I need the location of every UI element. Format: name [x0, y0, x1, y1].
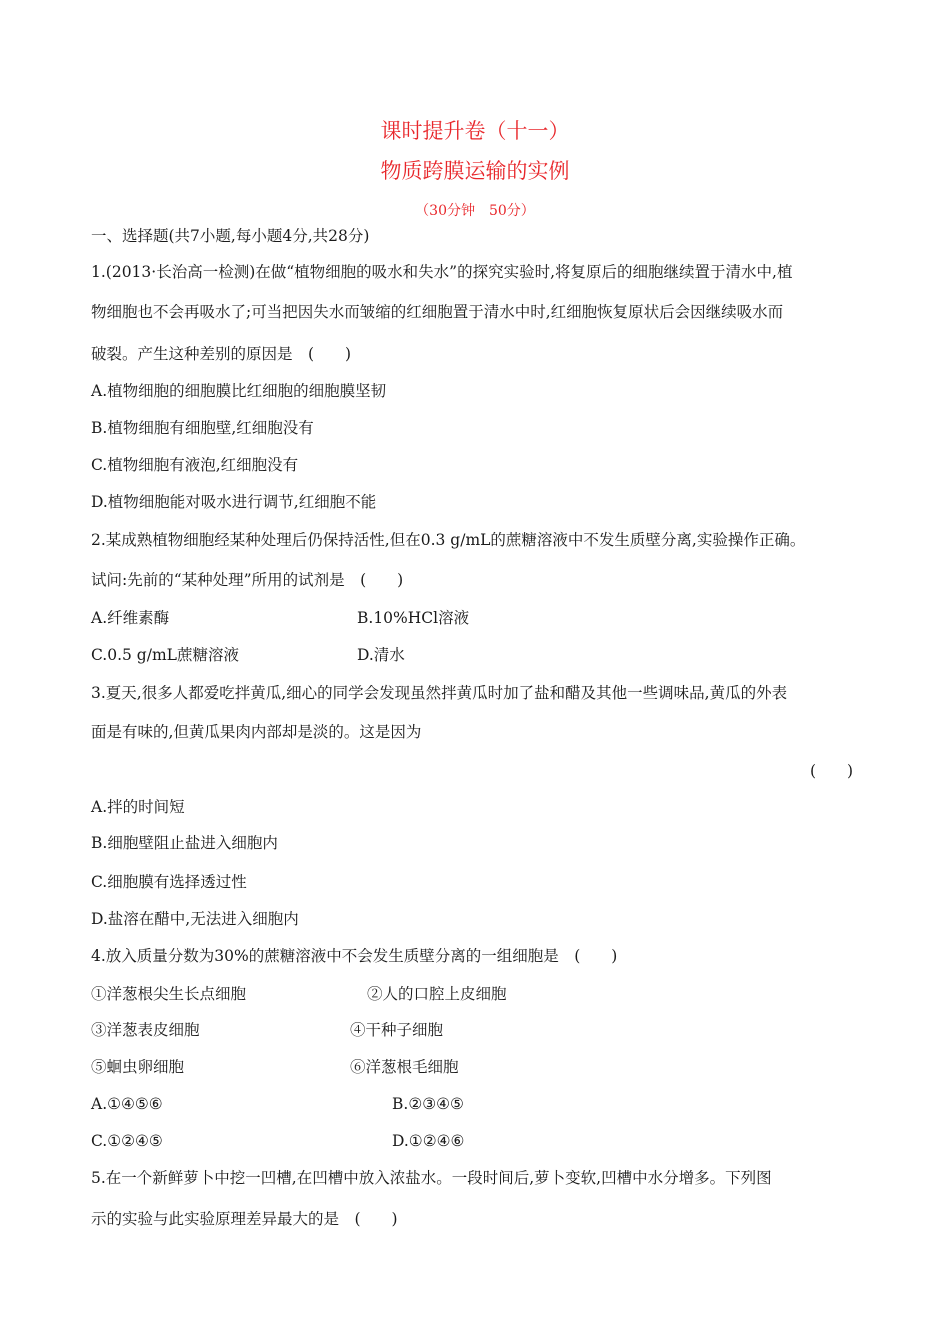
question-2-stem-line-1: 2.某成熟植物细胞经某种处理后仍保持活性,但在0.3 g/mL的蔗糖溶液中不发生质壁分离,实验操作正确。	[91, 531, 806, 549]
worksheet-subtitle: 物质跨膜运输的实例	[380, 159, 570, 183]
question-4-option-b: B.②③④⑤	[392, 1095, 464, 1113]
question-1-option-c: C.植物细胞有液泡,红细胞没有	[91, 456, 299, 474]
question-3-option-a: A.拌的时间短	[91, 798, 185, 816]
question-3-option-b: B.细胞壁阻止盐进入细胞内	[91, 834, 278, 852]
question-3-answer-paren: ( )	[810, 762, 854, 780]
question-5-stem-line-1: 5.在一个新鲜萝卜中挖一凹槽,在凹槽中放入浓盐水。一段时间后,萝卜变软,凹槽中水分增多。下列图	[91, 1169, 772, 1187]
question-1-option-b: B.植物细胞有细胞壁,红细胞没有	[91, 419, 314, 437]
question-4-item-5: ⑤蛔虫卵细胞	[91, 1058, 185, 1076]
question-5-stem-line-2: 示的实验与此实验原理差异最大的是 ( )	[91, 1210, 398, 1228]
question-4-item-3: ③洋葱表皮细胞	[91, 1021, 200, 1039]
question-2-stem-line-2: 试问:先前的“某种处理”所用的试剂是 ( )	[91, 571, 404, 589]
question-1-option-d: D.植物细胞能对吸水进行调节,红细胞不能	[91, 493, 377, 511]
time-score-note: （30分钟 50分）	[415, 203, 535, 219]
question-1-stem-line-2: 物细胞也不会再吸水了;可当把因失水而皱缩的红细胞置于清水中时,红细胞恢复原状后会因继续吸水而	[91, 303, 784, 321]
question-4-option-d: D.①②④⑥	[392, 1132, 465, 1150]
section-heading: 一、选择题(共7小题,每小题4分,共28分)	[91, 227, 370, 245]
question-4-option-c: C.①②④⑤	[91, 1132, 163, 1150]
worksheet-title: 课时提升卷（十一）	[380, 119, 570, 143]
question-4-stem: 4.放入质量分数为30%的蔗糖溶液中不会发生质壁分离的一组细胞是 ( )	[91, 947, 618, 965]
question-1-stem-line-1: 1.(2013·长治高一检测)在做“植物细胞的吸水和失水”的探究实验时,将复原后的细胞继续置于清水中,植	[91, 263, 793, 281]
question-4-item-1: ①洋葱根尖生长点细胞	[91, 985, 247, 1003]
question-4-item-6: ⑥洋葱根毛细胞	[350, 1058, 459, 1076]
question-3-stem-line-2: 面是有味的,但黄瓜果肉内部却是淡的。这是因为	[91, 723, 422, 741]
question-3-option-c: C.细胞膜有选择透过性	[91, 873, 247, 891]
question-4-option-a: A.①④⑤⑥	[91, 1095, 163, 1113]
question-3-option-d: D.盐溶在醋中,无法进入细胞内	[91, 910, 299, 928]
question-4-item-2: ②人的口腔上皮细胞	[367, 985, 507, 1003]
question-2-option-b: B.10%HCl溶液	[357, 609, 470, 627]
question-1-option-a: A.植物细胞的细胞膜比红细胞的细胞膜坚韧	[91, 382, 387, 400]
question-4-item-4: ④干种子细胞	[350, 1021, 444, 1039]
question-2-option-a: A.纤维素酶	[91, 609, 170, 627]
question-2-option-c: C.0.5 g/mL蔗糖溶液	[91, 646, 239, 664]
question-2-option-d: D.清水	[357, 646, 405, 664]
question-3-stem-line-1: 3.夏天,很多人都爱吃拌黄瓜,细心的同学会发现虽然拌黄瓜时加了盐和醋及其他一些调味品,黄瓜的外表	[91, 684, 788, 702]
question-1-stem-line-3: 破裂。产生这种差别的原因是 ( )	[91, 345, 352, 363]
